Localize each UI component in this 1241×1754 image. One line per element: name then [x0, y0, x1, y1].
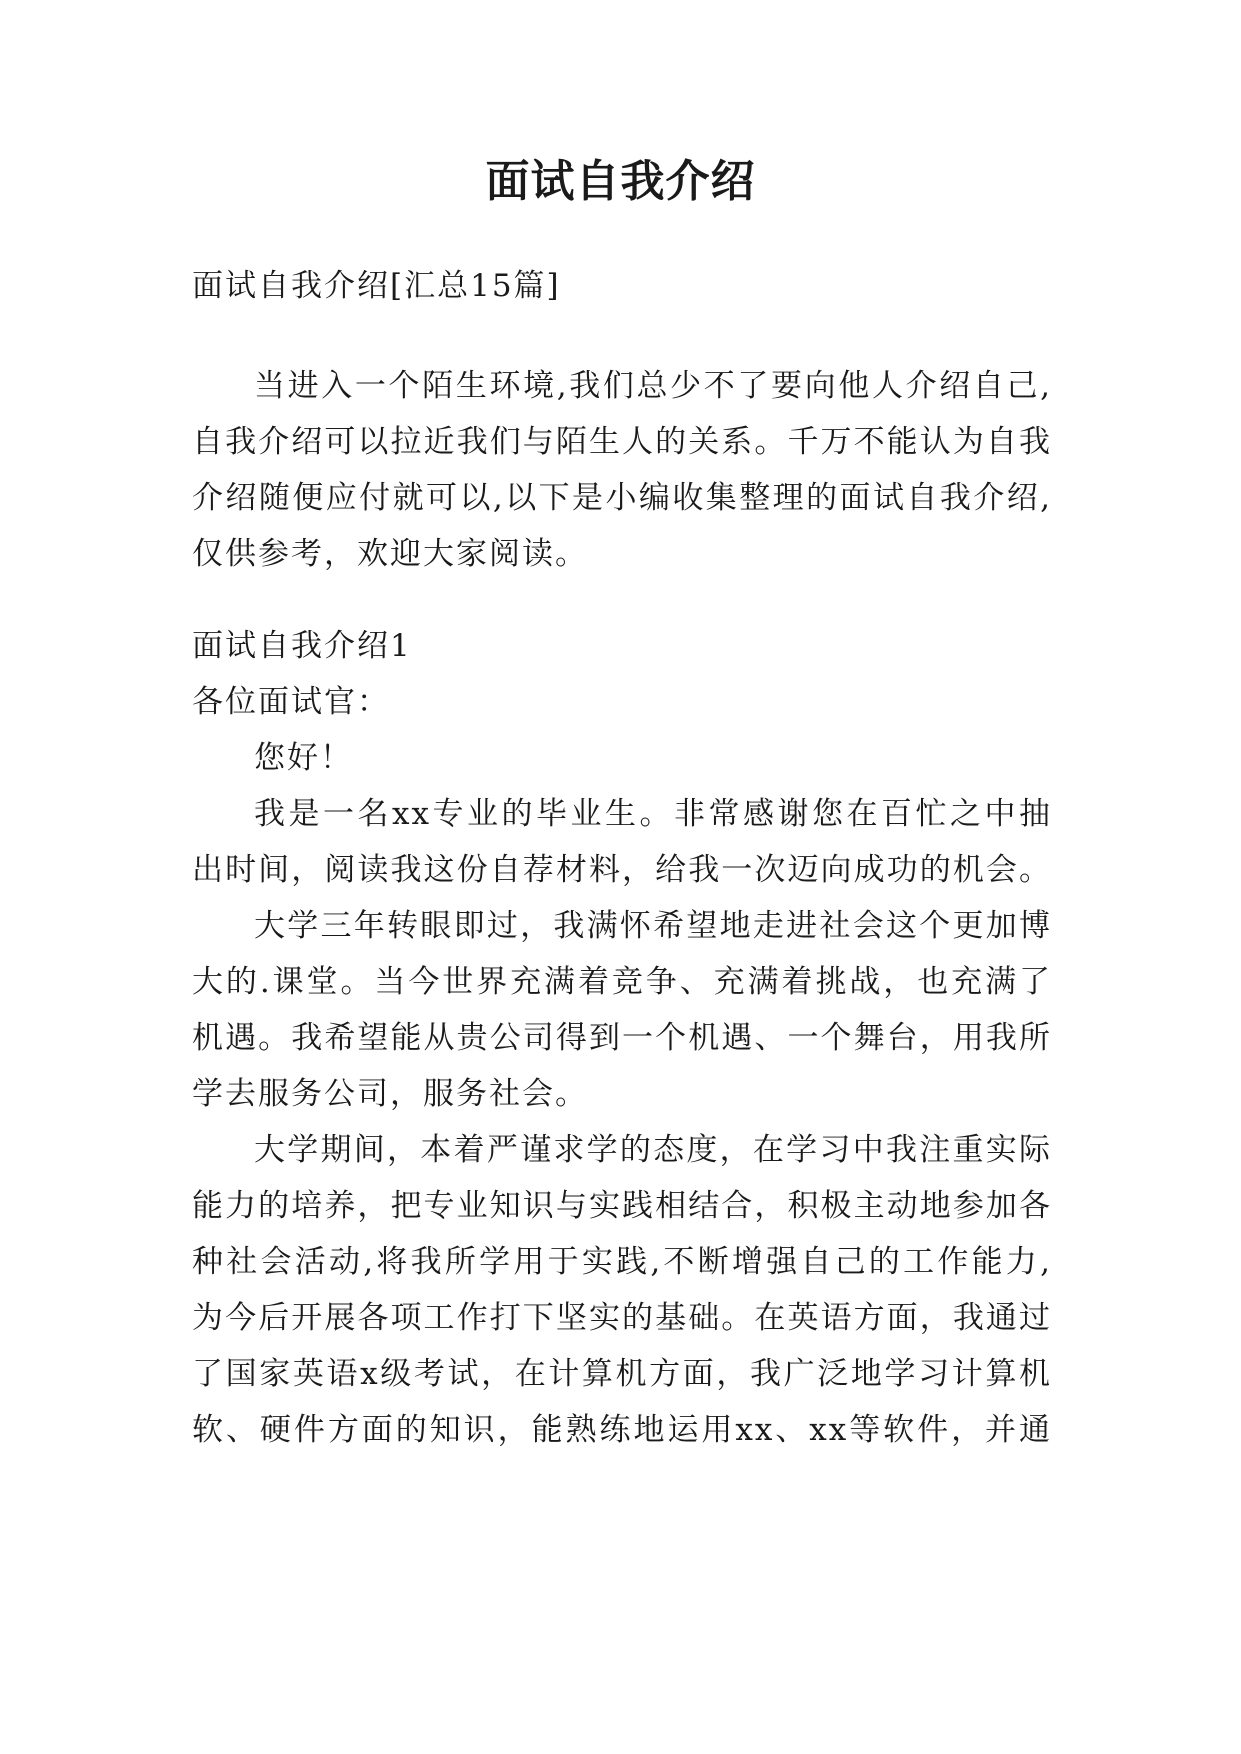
section-heading: 面试自我介绍1 [192, 628, 412, 664]
body-line: 大学期间，本着严谨求学的态度，在学习中我注重实际 [254, 1132, 1052, 1168]
body-line: 学去服务公司，服务社会。 [192, 1076, 588, 1112]
greeting: 您好！ [254, 740, 353, 776]
intro-line: 自我介绍可以拉近我们与陌生人的关系。千万不能认为自我 [192, 424, 1052, 460]
body-line: 我是一名xx专业的毕业生。非常感谢您在百忙之中抽 [254, 796, 1052, 832]
intro-line: 介绍随便应付就可以,以下是小编收集整理的面试自我介绍, [192, 480, 1052, 516]
body-line: 大的.课堂。当今世界充满着竞争、充满着挑战，也充满了 [192, 964, 1052, 1000]
document-subtitle: 面试自我介绍[汇总15篇] [192, 268, 561, 304]
body-line: 为今后开展各项工作打下坚实的基础。在英语方面，我通过 [192, 1300, 1052, 1336]
body-line: 软、硬件方面的知识，能熟练地运用xx、xx等软件，并通 [192, 1412, 1052, 1448]
intro-line: 当进入一个陌生环境,我们总少不了要向他人介绍自己, [254, 368, 1052, 404]
body-line: 能力的培养，把专业知识与实践相结合，积极主动地参加各 [192, 1188, 1052, 1224]
body-line: 了国家英语x级考试，在计算机方面，我广泛地学习计算机 [192, 1356, 1052, 1392]
body-line: 大学三年转眼即过，我满怀希望地走进社会这个更加博 [254, 908, 1052, 944]
body-line: 出时间，阅读我这份自荐材料，给我一次迈向成功的机会。 [192, 852, 1052, 888]
document-title: 面试自我介绍 [485, 156, 756, 207]
body-line: 种社会活动,将我所学用于实践,不断增强自己的工作能力, [192, 1244, 1052, 1280]
body-line: 机遇。我希望能从贵公司得到一个机遇、一个舞台，用我所 [192, 1020, 1052, 1056]
intro-line: 仅供参考，欢迎大家阅读。 [192, 536, 588, 572]
salutation: 各位面试官： [192, 684, 390, 720]
